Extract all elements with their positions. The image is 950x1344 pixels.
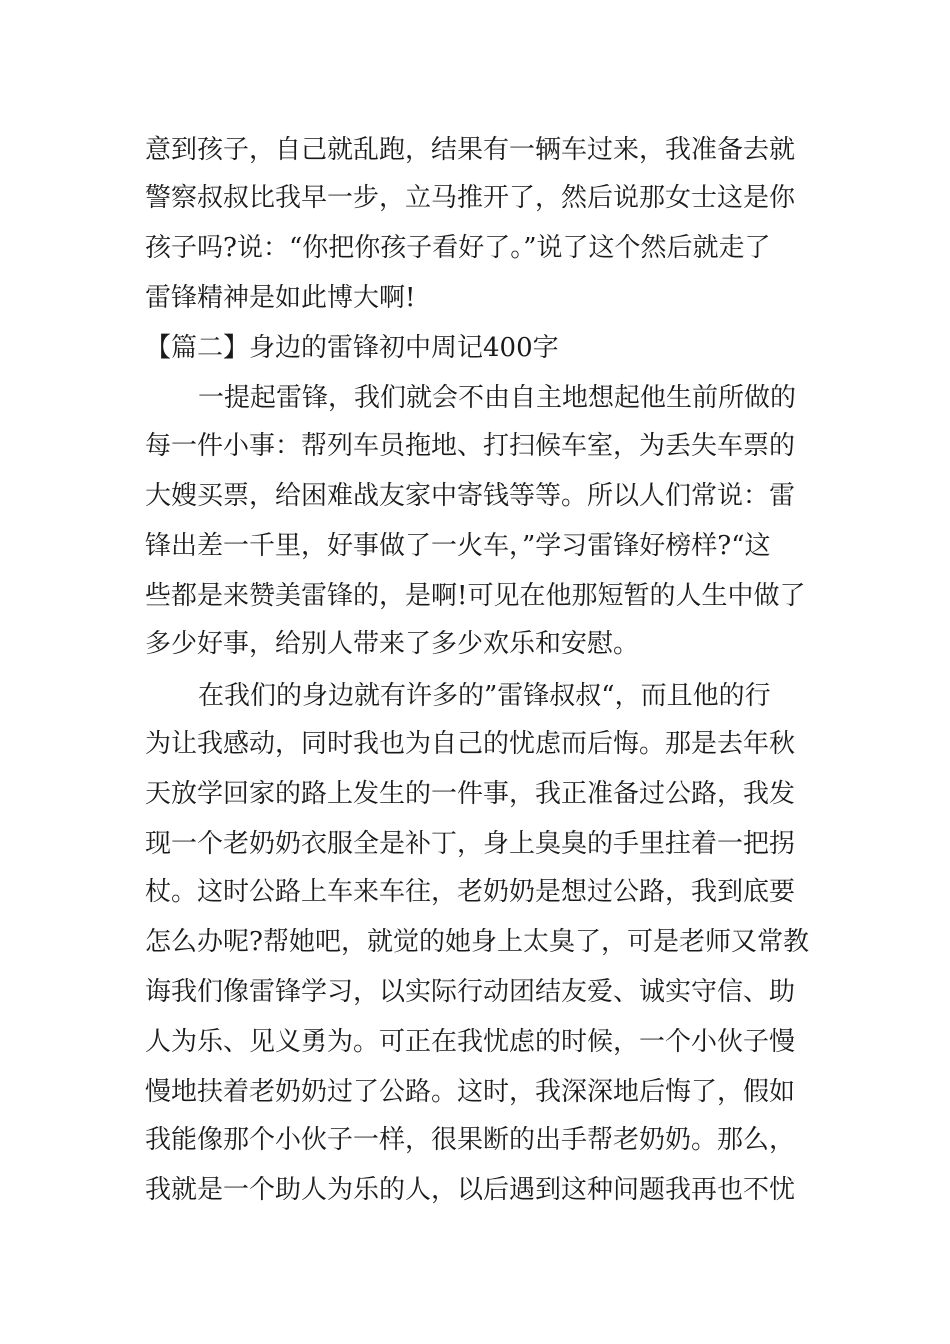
paragraph-first-line: 一提起雷锋，我们就会不由自主地想起他生前所做的 [198, 383, 797, 413]
text-line: 多少好事，给别人带来了多少欢乐和安慰。 [145, 629, 640, 659]
text-line: 警察叔叔比我早一步，立马推开了，然后说那女士这是你 [145, 183, 796, 213]
text-line: 人为乐、见义勇为。可正在我忧虑的时候，一个小伙子慢 [145, 1027, 796, 1057]
text-line: 我能像那个小伙子一样，很果断的出手帮老奶奶。那么， [145, 1125, 796, 1155]
text-line: 为让我感动，同时我也为自己的忧虑而后悔。那是去年秋 [145, 729, 796, 759]
text-line: 锋出差一千里，好事做了一火车，”学习雷锋好榜样?“这 [145, 531, 771, 561]
text-line: 天放学回家的路上发生的一件事，我正准备过公路，我发 [145, 779, 796, 809]
text-line: 我就是一个助人为乐的人，以后遇到这种问题我再也不忧 [145, 1175, 796, 1205]
text-line: 现一个老奶奶衣服全是补丁，身上臭臭的手里拄着一把拐 [145, 829, 796, 859]
text-line: 意到孩子，自己就乱跑，结果有一辆车过来，我准备去就 [145, 135, 796, 165]
text-line: 些都是来赞美雷锋的，是啊!可见在他那短暂的人生中做了 [145, 581, 806, 611]
text-line: 诲我们像雷锋学习，以实际行动团结友爱、诚实守信、助 [145, 977, 796, 1007]
text-line: 怎么办呢?帮她吧，就觉的她身上太臭了，可是老师又常教 [145, 927, 809, 957]
paragraph-first-line: 在我们的身边就有许多的”雷锋叔叔“，而且他的行 [198, 681, 771, 711]
text-line: 慢地扶着老奶奶过了公路。这时，我深深地后悔了，假如 [145, 1077, 796, 1107]
text-line: 杖。这时公路上车来车往，老奶奶是想过公路，我到底要 [145, 877, 796, 907]
text-line: 大嫂买票，给困难战友家中寄钱等等。所以人们常说：雷 [145, 481, 796, 511]
text-line: 每一件小事：帮列车员拖地、打扫候车室，为丢失车票的 [145, 431, 796, 461]
text-line: 雷锋精神是如此博大啊! [145, 283, 416, 313]
section-heading: 【篇二】身边的雷锋初中周记400字 [145, 333, 559, 363]
text-line: 孩子吗?说：“你把你孩子看好了。”说了这个然后就走了 [145, 233, 771, 263]
